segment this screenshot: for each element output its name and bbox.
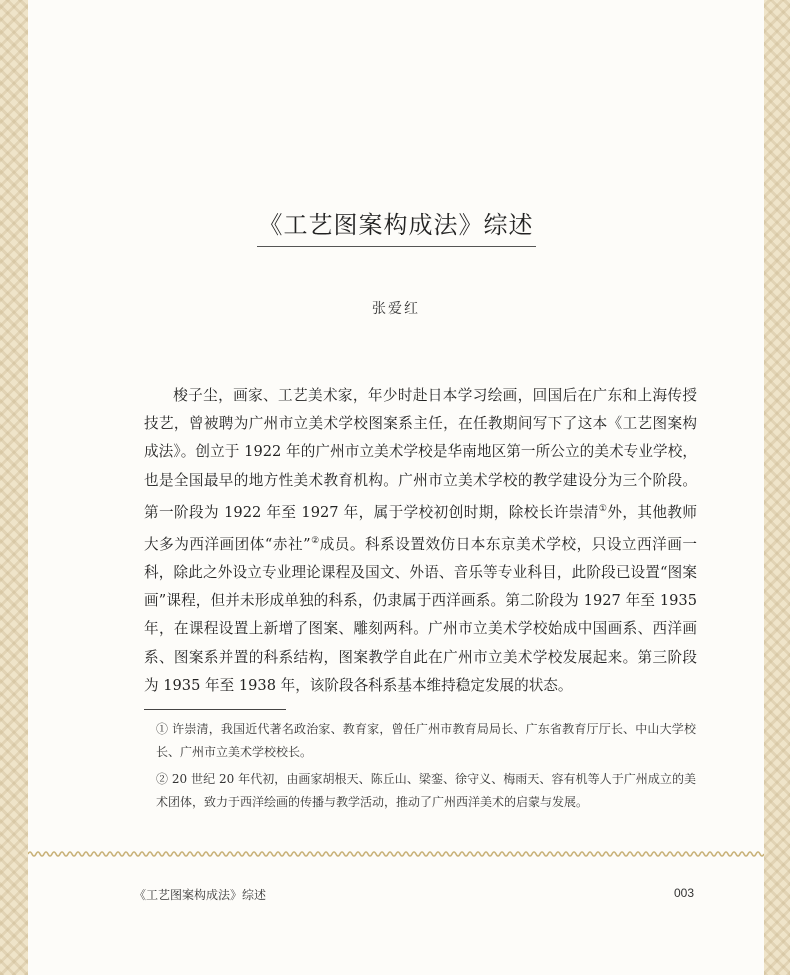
footnotes	[156, 718, 696, 814]
author-name: 张爱红	[372, 301, 420, 317]
footnote-divider	[144, 709, 286, 710]
footnote-ref-2[interactable]: ②	[310, 535, 320, 546]
body-text-part-2: 外，其他教师大多为西洋画团体“赤社”	[144, 503, 697, 553]
decorative-border-left	[0, 0, 28, 975]
running-head: 《工艺图案构成法》综述	[134, 888, 267, 902]
footnote-1: ① 许崇清，我国近代著名政治家、教育家，曾任广州市教育局局长、广东省教育厅厅长、中山大学校长、广州市立美术学校校长。	[156, 722, 696, 759]
page-number: 003	[673, 886, 694, 900]
body-paragraph	[144, 382, 697, 700]
article-title: 《工艺图案构成法》综述	[257, 205, 536, 247]
decorative-border-right	[764, 0, 790, 975]
book-page	[28, 0, 764, 975]
body-text-part-3: 成员。科系设置效仿日本东京美术学校，只设立西洋画一科，除此之外设立专业理论课程及国文、外语、音乐等专业科目，此阶段已设置“图案画”课程，但并未形成单独的科系，仍隶属于西洋画系。第二阶段为 1927 年至 1935 年，在课程设置上新增了图案、雕刻两科。广州市立美术学校始成中国画系、西洋画系、图案系并置的科系结构，图案教学自此在广州市立美术学校发展起来。第三阶段为 1935 年至 1938 年，该阶段各科系基本维持稳定发展的状态。	[144, 535, 697, 694]
title-block	[28, 205, 764, 247]
wavy-divider	[28, 850, 764, 858]
footnote-2: ② 20 世纪 20 年代初，由画家胡根天、陈丘山、梁銮、徐守义、梅雨天、容有机等人于广州成立的美术团体，致力于西洋绘画的传播与教学活动，推动了广州西洋美术的启蒙与发展。	[156, 772, 696, 809]
footnote-ref-1[interactable]: ①	[598, 503, 608, 514]
body-text-part-1: 梭子尘，画家、工艺美术家，年少时赴日本学习绘画，回国后在广东和上海传授技艺，曾被聘为广州市立美术学校图案系主任，在任教期间写下了这本《工艺图案构成法》。创立于 1922 年的广州市立美术学校是华南地区第一所公立的美术专业学校，也是全国最早的地方性美术教育机构。广州市立美术学校的教学建设分为三个阶段。第一阶段为 1922 年至 1927 年，属于学校初创时期，除校长许崇清	[144, 387, 697, 521]
